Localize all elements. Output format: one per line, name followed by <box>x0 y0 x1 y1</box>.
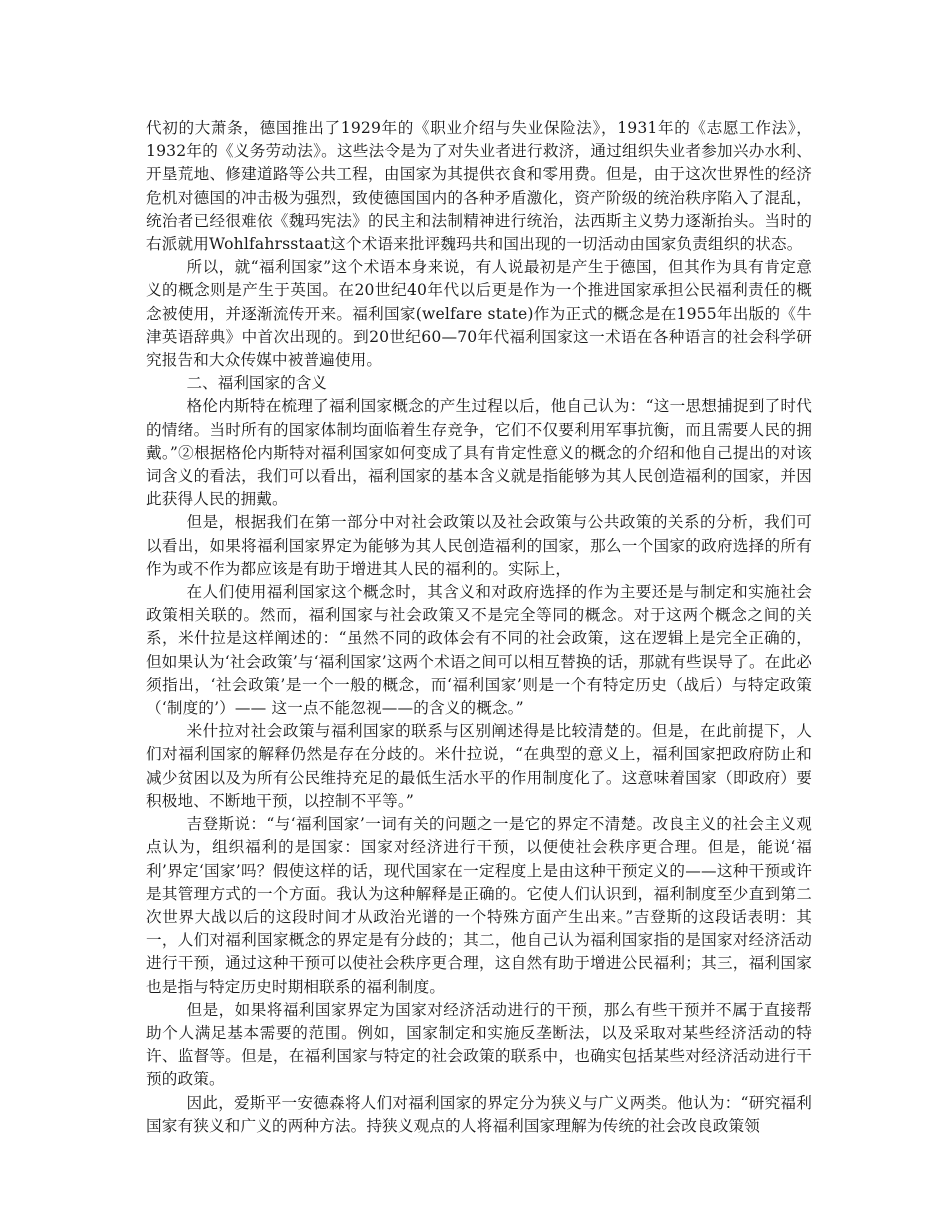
paragraph-5: 在人们使用福利国家这个概念时，其含义和对政府选择的作为主要还是与制定和实施社会政策相关联的。然而，福利国家与社会政策又不是完全等同的概念。对于这两个概念之间的关系，米什拉是这样阐述的：“虽然不同的政体会有不同的社会政策，这在逻辑上是完全正确的，但如果认为‘社会政策’与‘福利国家’这两个术语之间可以相互替换的话，那就有些误导了。在此必须指出，‘社会政策’是一个一般的概念，而‘福利国家’则是一个有特定历史（战后）与特定政策（‘制度的’）—— 这一点不能忽视——的含义的概念。” <box>146 583 812 718</box>
document-page <box>146 117 812 1138</box>
paragraph-9: 因此，爱斯平一安德森将人们对福利国家的界定分为狭义与广义两类。他认为：“研究福利国家有狭义和广义的两种方法。持狭义观点的人将福利国家理解为传统的社会改良政策领 <box>146 1093 812 1135</box>
paragraph-4: 但是，根据我们在第一部分中对社会政策以及社会政策与公共政策的关系的分析，我们可以看出，如果将福利国家界定为能够为其人民创造福利的国家，那么一个国家的政府选择的所有作为或不作为都应该是有助于增进其人民的福利的。实际上， <box>146 513 812 578</box>
paragraph-3: 格伦内斯特在梳理了福利国家概念的产生过程以后，他自己认为：“这一思想捕捉到了时代的情绪。当时所有的国家体制均面临着生存竞争，它们不仅要利用军事抗衡，而且需要人民的拥戴。”②根据格伦内斯特对福利国家如何变成了具有肯定性意义的概念的介绍和他自己提出的对该词含义的看法，我们可以看出，福利国家的基本含义就是指能够为其人民创造福利的国家，并因此获得人民的拥戴。 <box>146 397 812 509</box>
paragraph-1: 代初的大萧条，德国推出了1929年的《职业介绍与失业保险法》，1931年的《志愿工作法》，1932年的《义务劳动法》。这些法令是为了对失业者进行救济，通过组织失业者参加兴办水利、开垦荒地、修建道路等公共工程，由国家为其提供衣食和零用费。但是，由于这次世界性的经济危机对德国的冲击极为强烈，致使德国国内的各种矛盾激化，资产阶级的统治秩序陷入了混乱，统治者已经很难依《魏玛宪法》的民主和法制精神进行统治，法西斯主义势力逐渐抬头。当时的右派就用Wohlfahrsstaat这个术语来批评魏玛共和国出现的一切活动由国家负责组织的状态。 <box>146 119 812 254</box>
paragraph-6: 米什拉对社会政策与福利国家的联系与区别阐述得是比较清楚的。但是，在此前提下，人们对福利国家的解释仍然是存在分歧的。米什拉说，“在典型的意义上，福利国家把政府防止和减少贫困以及为所有公民维持充足的最低生活水平的作用制度化了。这意味着国家（即政府）要积极地、不断地干预，以控制不平等。” <box>146 722 812 810</box>
paragraph-2: 所以，就“福利国家”这个术语本身来说，有人说最初是产生于德国，但其作为具有肯定意义的概念则是产生于英国。在20世纪40年代以后更是作为一个推进国家承担公民福利责任的概念被使用，并逐渐流传开来。福利国家(welfare state)作为正式的概念是在1955年出版的《牛津英语辞典》中首次出现的。到20世纪60—70年代福利国家这一术语在各种语言的社会科学研究报告和大众传媒中被普遍使用。 <box>146 258 812 370</box>
section-heading: 二、福利国家的含义 <box>186 374 327 393</box>
paragraph-8: 但是，如果将福利国家界定为国家对经济活动进行的干预，那么有些干预并不属于直接帮助个人满足基本需要的范围。例如，国家制定和实施反垄断法，以及采取对某些经济活动的特许、监督等。但是，在福利国家与特定的社会政策的联系中，也确实包括某些对经济活动进行干预的政策。 <box>146 1000 812 1089</box>
paragraph-7: 吉登斯说：“与‘福利国家’一词有关的问题之一是它的界定不清楚。改良主义的社会主义观点认为，组织福利的是国家：国家对经济进行干预，以便使社会秩序更合理。但是，能说‘福利’界定‘国家’吗？假使这样的话，现代国家在一定程度上是由这种干预定义的——这种干预或许是其管理方式的一个方面。我认为这种解释是正确的。它使人们认识到，福利制度至少直到第二次世界大战以后的这段时间才从政治光谱的一个特殊方面产生出来。”吉登斯的这段话表明：其一，人们对福利国家概念的界定是有分歧的；其二，他自己认为福利国家指的是国家对经济活动进行干预，通过这种干预可以使社会秩序更合理，这自然有助于增进公民福利；其三，福利国家也是指与特定历史时期相联系的福利制度。 <box>146 815 812 996</box>
